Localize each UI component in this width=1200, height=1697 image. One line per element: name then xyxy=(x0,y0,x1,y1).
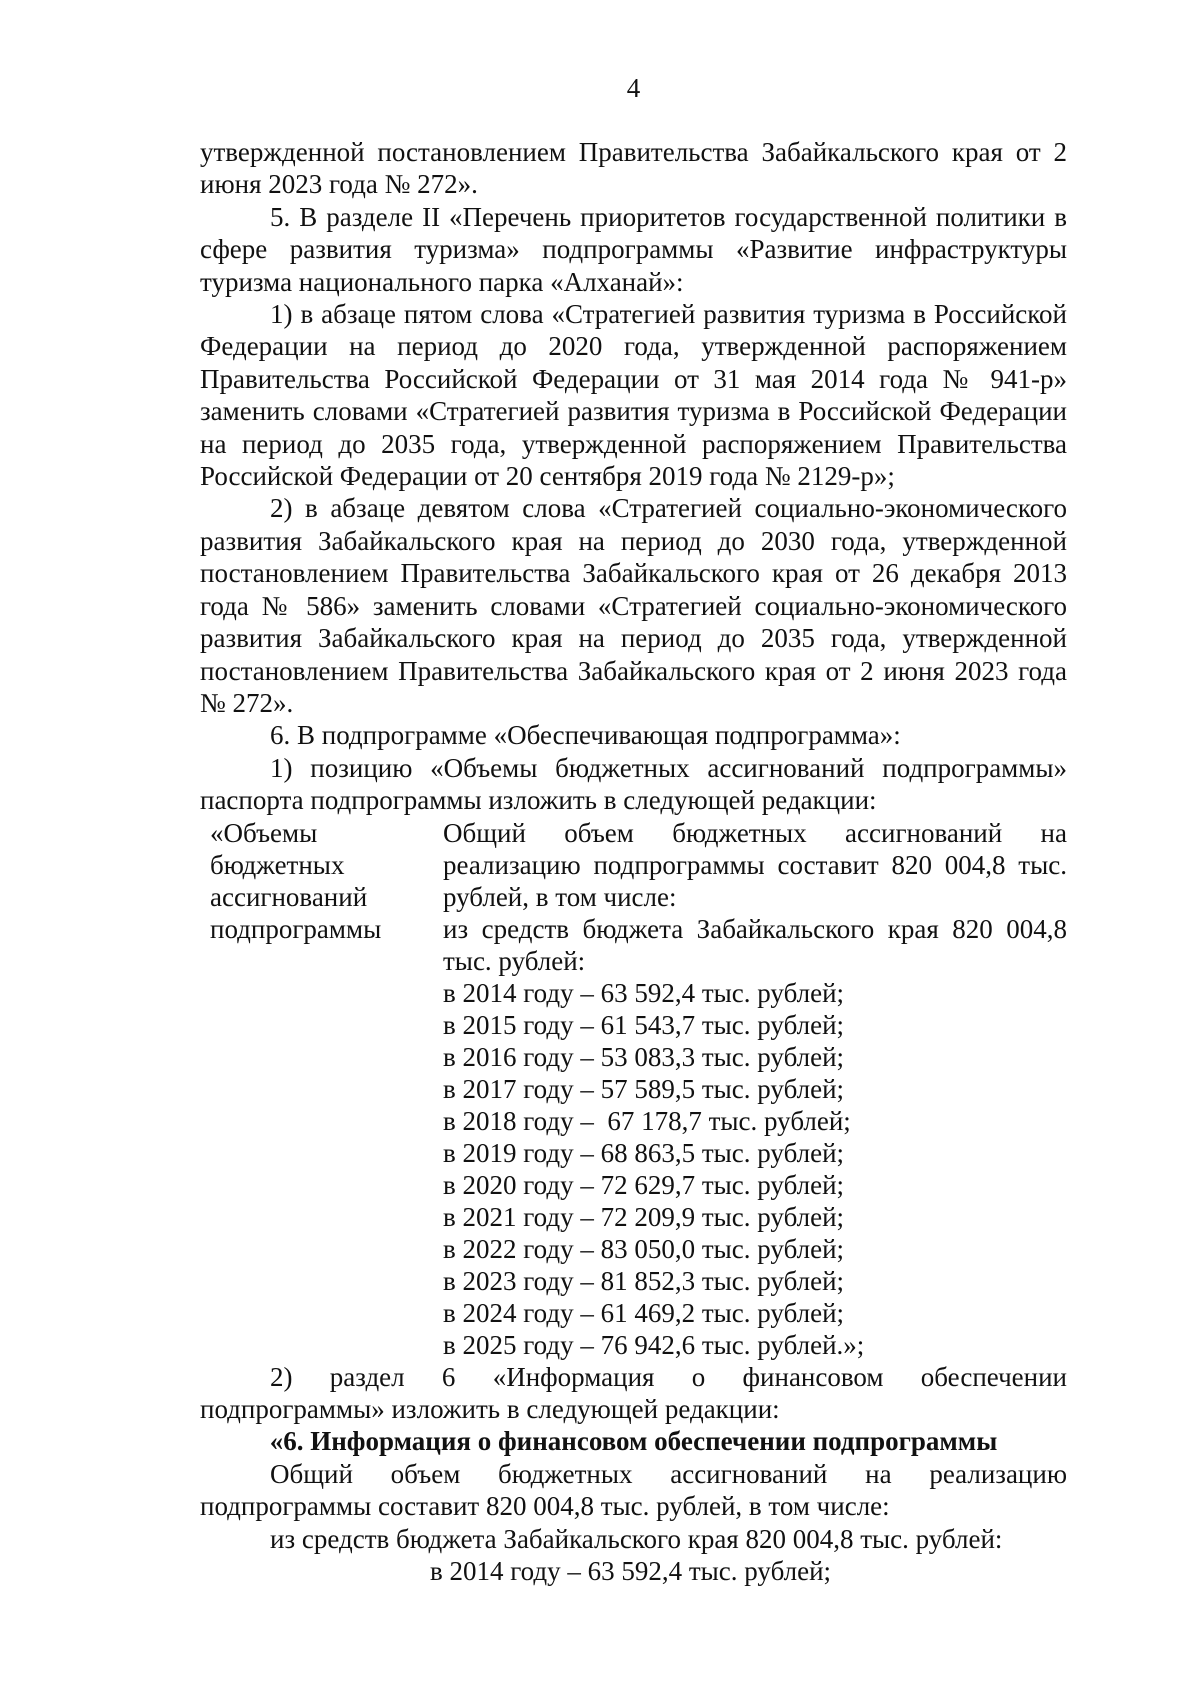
passport-label-line: бюджетных xyxy=(210,849,345,880)
paragraph-item-6-1: 1) позицию «Объемы бюджетных ассигнований подпрограммы» паспорта подпрограммы изложить в следующей редакции: xyxy=(200,752,1067,816)
passport-value-cell xyxy=(443,817,1067,1361)
passport-year-line: в 2019 году – 68 863,5 тыс. рублей; xyxy=(443,1137,845,1168)
passport-year-line: в 2015 году – 61 543,7 тыс. рублей; xyxy=(443,1009,845,1040)
passport-label-cell xyxy=(200,817,443,1361)
paragraph-item-5-1: 1) в абзаце пятом слова «Стратегией развития туризма в Российской Федерации на период до 2020 года, утвержденной распоряжением Правительства Российской Федерации от 31 мая 2014 года № 941-р» заменить словами «Стратегией развития туризма в Российской Федерации на период до 2035 года, утвержденной распоряжением Правительства Российской Федерации от 20 сентября 2019 года № 2129-р»; xyxy=(200,299,1067,492)
passport-total: Общий объем бюджетных ассигнований на реализацию подпрограммы составит 820 004,8 тыс. рублей, в том числе: xyxy=(443,817,1067,912)
paragraph-item-6: 6. В подпрограмме «Обеспечивающая подпрограмма»: xyxy=(270,720,901,751)
passport-year-line: в 2018 году – 67 178,7 тыс. рублей; xyxy=(443,1105,851,1136)
passport-year-line: в 2020 году – 72 629,7 тыс. рублей; xyxy=(443,1169,845,1200)
document-page xyxy=(200,0,1067,1697)
passport-year-line: в 2016 году – 53 083,3 тыс. рублей; xyxy=(443,1041,845,1072)
passport-label-line: ассигнований xyxy=(210,881,368,912)
passport-label-line: «Объемы xyxy=(210,817,318,848)
passport-year-line: в 2024 году – 61 469,2 тыс. рублей; xyxy=(443,1297,845,1328)
passport-regional: из средств бюджета Забайкальского края 820 004,8 тыс. рублей: xyxy=(443,913,1067,976)
section-year-line: в 2014 году – 63 592,4 тыс. рублей; xyxy=(430,1555,832,1586)
paragraph-continuation: утвержденной постановлением Правительства Забайкальского края от 2 июня 2023 года № 272». xyxy=(200,137,1067,200)
passport-year-line: в 2023 году – 81 852,3 тыс. рублей; xyxy=(443,1265,845,1296)
passport-year-line: в 2025 году – 76 942,6 тыс. рублей.»; xyxy=(443,1329,865,1360)
section-total: Общий объем бюджетных ассигнований на реализацию подпрограммы составит 820 004,8 тыс. рублей, в том числе: xyxy=(200,1458,1067,1522)
passport-table xyxy=(200,817,1067,1361)
section-heading xyxy=(200,1425,1067,1457)
section-heading-quote: « xyxy=(269,1426,284,1457)
section-regional: из средств бюджета Забайкальского края 820 004,8 тыс. рублей: xyxy=(270,1523,1003,1554)
passport-year-line: в 2021 году – 72 209,9 тыс. рублей; xyxy=(443,1201,845,1232)
paragraph-item-5: 5. В разделе II «Перечень приоритетов государственной политики в сфере развития туризма» подпрограммы «Развитие инфраструктуры туризма национального парка «Алханай»: xyxy=(200,201,1067,297)
paragraph-item-5-2: 2) в абзаце девятом слова «Стратегией социально-экономического развития Забайкальского края на период до 2030 года, утвержденной постановлением Правительства Забайкальского края от 26 декабря 2013 года № 586» заменить словами «Стратегией социально-экономического развития Забайкальского края на период до 2035 года, утвержденной постановлением Правительства Забайкальского края от 2 июня 2023 года № 272». xyxy=(200,493,1067,718)
section-heading-text: 6. Информация о финансовом обеспечении подпрограммы xyxy=(283,1426,998,1457)
document-body xyxy=(200,136,1067,1587)
passport-label-line: подпрограммы xyxy=(210,913,382,944)
passport-year-line: в 2022 году – 83 050,0 тыс. рублей; xyxy=(443,1233,845,1264)
paragraph-item-6-2: 2) раздел 6 «Информация о финансовом обеспечении подпрограммы» изложить в следующей редакции: xyxy=(200,1361,1067,1424)
page-number: 4 xyxy=(626,73,641,103)
passport-year-line: в 2017 году – 57 589,5 тыс. рублей; xyxy=(443,1073,845,1104)
passport-year-line: в 2014 году – 63 592,4 тыс. рублей; xyxy=(443,977,845,1008)
